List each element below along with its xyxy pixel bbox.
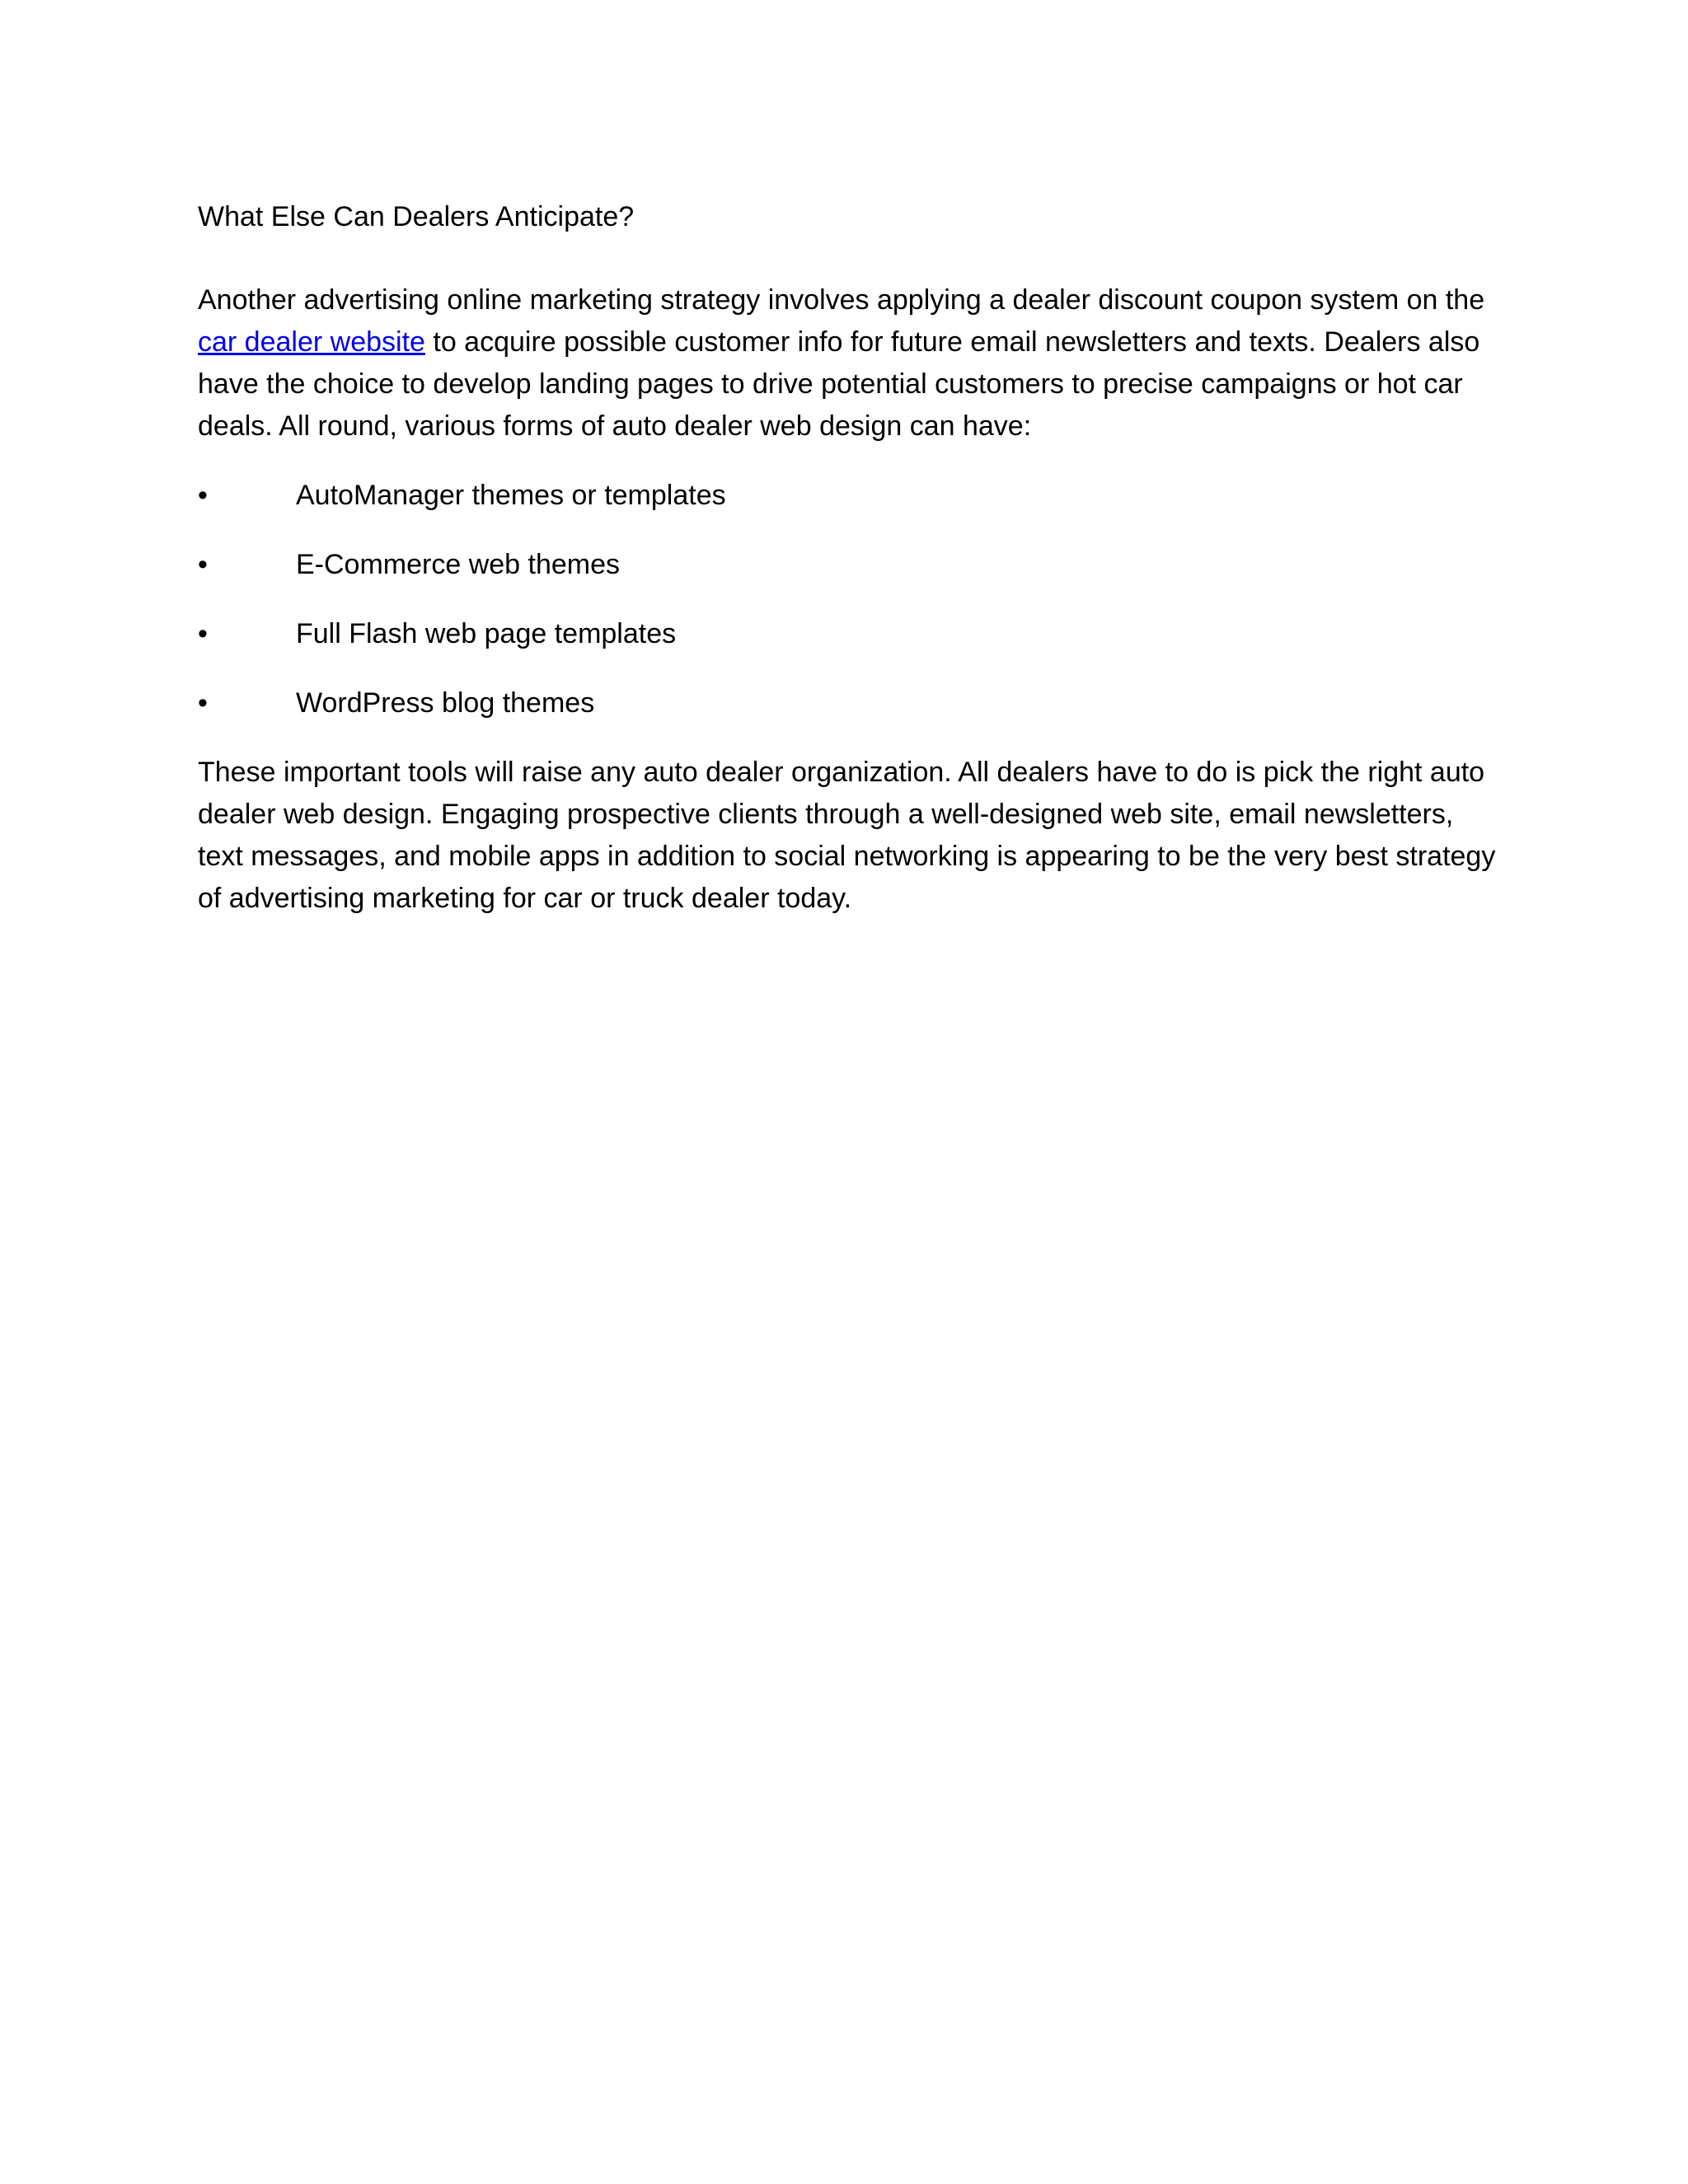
intro-paragraph-lead: Another advertising online marketing strategy involves applying a dealer discount coupon system on the [198, 284, 1485, 316]
list-item [198, 475, 1500, 517]
bullet-icon: • [198, 480, 208, 511]
feature-list [198, 475, 1500, 724]
bullet-icon: • [198, 549, 208, 580]
bullet-icon: • [198, 618, 208, 649]
car-dealer-website-link[interactable]: car dealer website [198, 326, 425, 358]
bullet-icon: • [198, 687, 208, 719]
list-item [198, 613, 1500, 655]
list-item-text: Full Flash web page templates [296, 618, 677, 649]
list-item [198, 544, 1500, 586]
section-heading: What Else Can Dealers Anticipate? [198, 201, 635, 232]
list-item-text: E-Commerce web themes [296, 549, 621, 580]
list-item-text: WordPress blog themes [296, 687, 595, 719]
list-item-text: AutoManager themes or templates [296, 480, 726, 511]
document-body [198, 196, 1500, 920]
closing-paragraph: These important tools will raise any auto dealer organization. All dealers have to do is pick the right auto dealer web design. Engaging prospective clients through a well-designed web site, email newsletters, text messages, and mobile apps in addition to social networking is appearing to be the very best strategy of advertising marketing for car or truck dealer today. [198, 757, 1496, 914]
intro-paragraph-tail: to acquire possible customer info for future email newsletters and texts. Dealers also have the choice to develop landing pages to drive potential customers to precise campaigns or hot car deals. All round, various forms of auto dealer web design can have: [198, 326, 1480, 442]
intro-paragraph [198, 279, 1500, 448]
list-item [198, 682, 1500, 724]
